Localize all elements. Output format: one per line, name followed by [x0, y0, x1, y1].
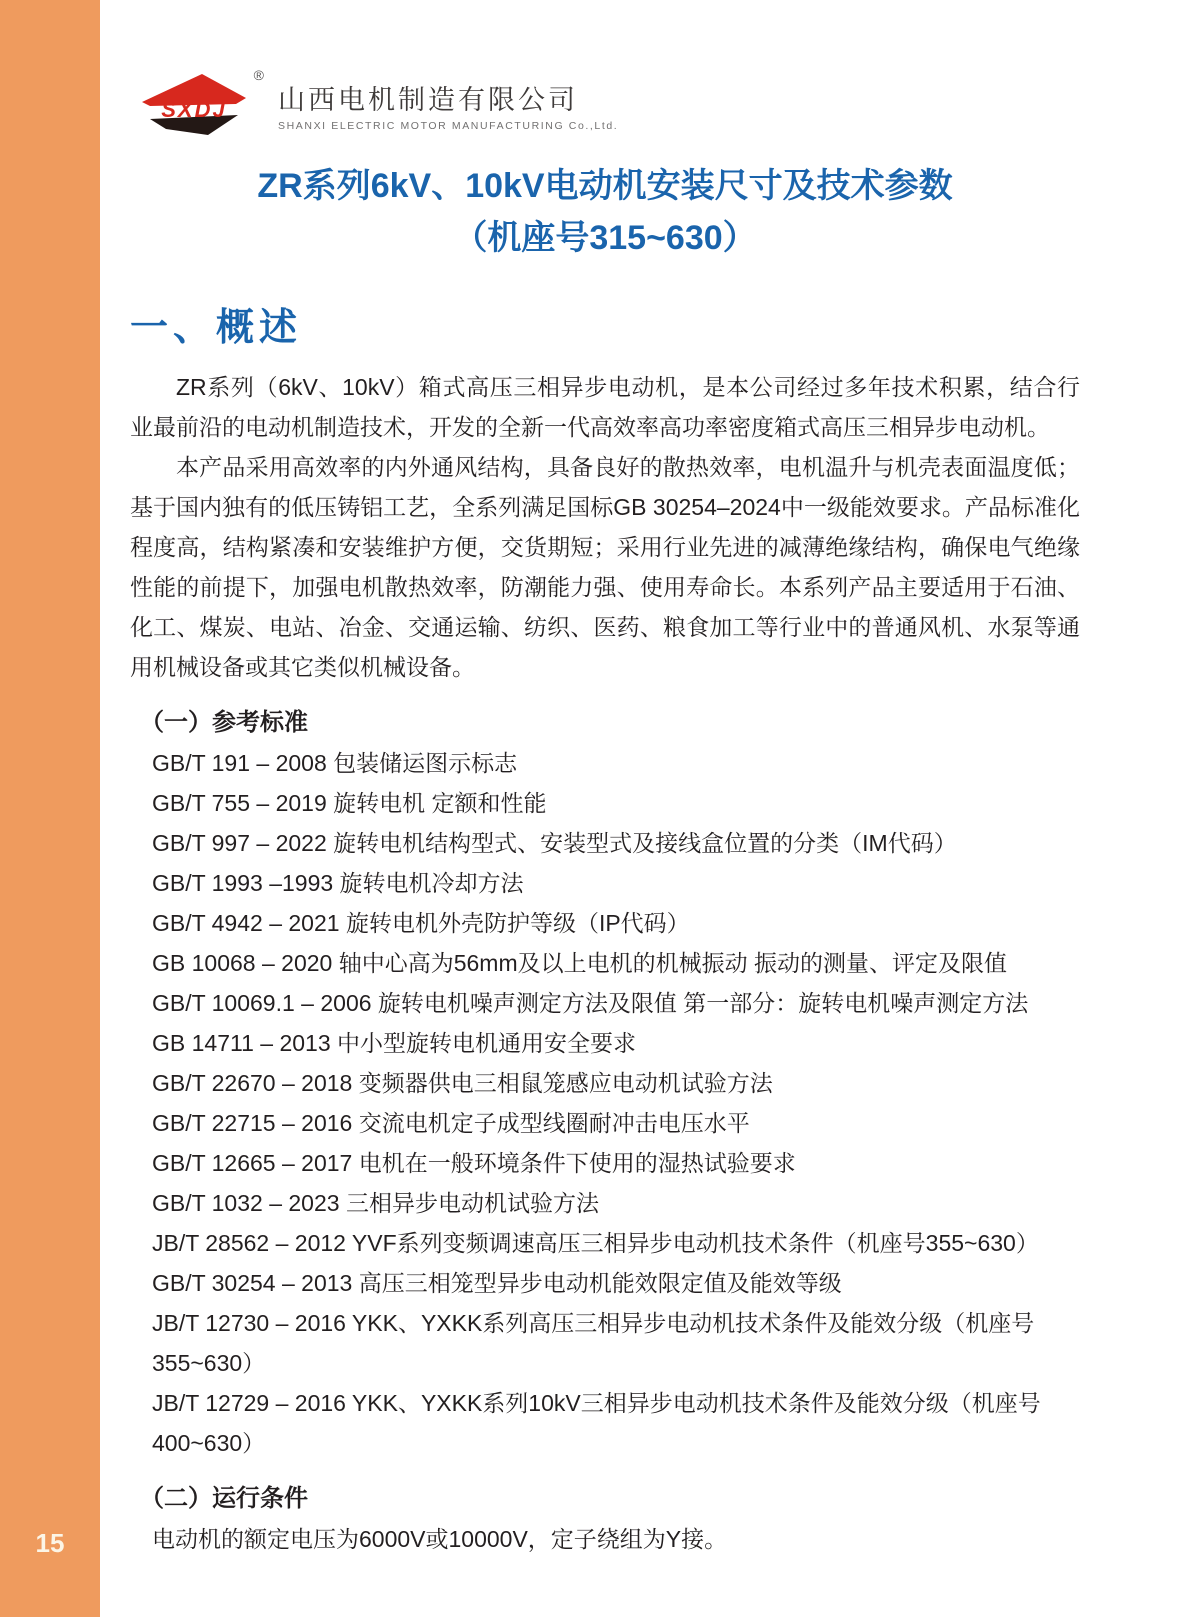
doc-title-line2: （机座号315~630） — [453, 219, 757, 257]
operating-conditions-heading: （二）运行条件 — [140, 1485, 308, 1512]
paragraph: 本产品采用高效率的内外通风结构，具备良好的散热效率，电机温升与机壳表面温度低；基于国内独有的低压铸铝工艺，全系列满足国标GB 30254–2024中一级能效要求。产品标准化程度高，结构紧凑和安装维护方便，交货期短；采用行业先进的减薄绝缘结构，确保电气绝缘性能的前提下，加强电机散热效率，防潮能力强、使用寿命长。本系列产品主要适用于石油、化工、煤炭、电站、冶金、交通运输、纺织、医药、粮食加工等行业中的普通风机、水泵等通用机械设备或其它类似机械设备。 — [130, 454, 1080, 680]
standard-item: GB/T 12665 – 2017 电机在一般环境条件下使用的湿热试验要求 — [152, 1150, 796, 1176]
company-name-cn: 山西电机制造有限公司 — [278, 85, 578, 115]
ref-standards-section — [130, 703, 1080, 1463]
standard-item: GB/T 755 – 2019 旋转电机 定额和性能 — [152, 790, 547, 816]
standard-item: GB/T 191 – 2008 包装储运图示标志 — [152, 750, 518, 776]
company-name-en: SHANXI ELECTRIC MOTOR MANUFACTURING Co.,Ltd. — [278, 120, 619, 132]
standard-item: GB/T 1032 – 2023 三相异步电动机试验方法 — [152, 1190, 599, 1216]
standard-item: GB 14711 – 2013 中小型旋转电机通用安全要求 — [152, 1030, 636, 1056]
paragraph: ZR系列（6kV、10kV）箱式高压三相异步电动机，是本公司经过多年技术积累，结合行业最前沿的电动机制造技术，开发的全新一代高效率高功率密度箱式高压三相异步电动机。 — [130, 374, 1080, 440]
ref-standards-heading: （一）参考标准 — [140, 709, 308, 736]
section-heading-overview: 一、概述 — [130, 307, 303, 349]
standard-item: GB/T 22670 – 2018 变频器供电三相鼠笼感应电动机试验方法 — [152, 1070, 773, 1096]
standard-item: GB/T 4942 – 2021 旋转电机外壳防护等级（IP代码） — [152, 910, 690, 936]
page-number: 15 — [35, 1528, 65, 1558]
overview-paragraphs — [130, 367, 1080, 687]
standard-item: GB/T 22715 – 2016 交流电机定子成型线圈耐冲击电压水平 — [152, 1110, 750, 1136]
standard-item: JB/T 28562 – 2012 YVF系列变频调速高压三相异步电动机技术条件（机座号355~630） — [152, 1230, 1039, 1256]
ref-standards-list — [152, 743, 1092, 1463]
standard-item: JB/T 12729 – 2016 YKK、YXKK系列10kV三相异步电动机技术条件及能效分级（机座号 400~630） — [152, 1390, 1041, 1456]
page-content — [100, 0, 1200, 1617]
operating-conditions-section — [130, 1479, 1080, 1559]
page-margin-bar — [0, 0, 100, 1617]
company-logo — [140, 67, 1080, 138]
standard-item: GB/T 30254 – 2013 高压三相笼型异步电动机能效限定值及能效等级 — [152, 1270, 842, 1296]
operating-conditions-text: 电动机的额定电压为6000V或10000V，定子绕组为Y接。 — [152, 1526, 728, 1552]
sxdj-logo-icon — [140, 67, 264, 137]
standard-item: JB/T 12730 – 2016 YKK、YXKK系列高压三相异步电动机技术条件及能效分级（机座号 355~630） — [152, 1310, 1035, 1376]
standard-item: GB/T 997 – 2022 旋转电机结构型式、安装型式及接线盒位置的分类（IM代码） — [152, 830, 957, 856]
company-name-block — [278, 76, 618, 132]
standard-item: GB/T 10069.1 – 2006 旋转电机噪声测定方法及限值 第一部分：旋转电机噪声测定方法 — [152, 990, 1029, 1016]
doc-title — [130, 160, 1080, 264]
svg-text:SXDJ: SXDJ — [161, 97, 227, 122]
registered-trademark-symbol: ® — [253, 67, 264, 83]
standard-item: GB 10068 – 2020 轴中心高为56mm及以上电机的机械振动 振动的测量、评定及限值 — [152, 950, 1007, 976]
doc-title-line1: ZR系列6kV、10kV电动机安装尺寸及技术参数 — [257, 167, 953, 205]
standard-item: GB/T 1993 –1993 旋转电机冷却方法 — [152, 870, 524, 896]
